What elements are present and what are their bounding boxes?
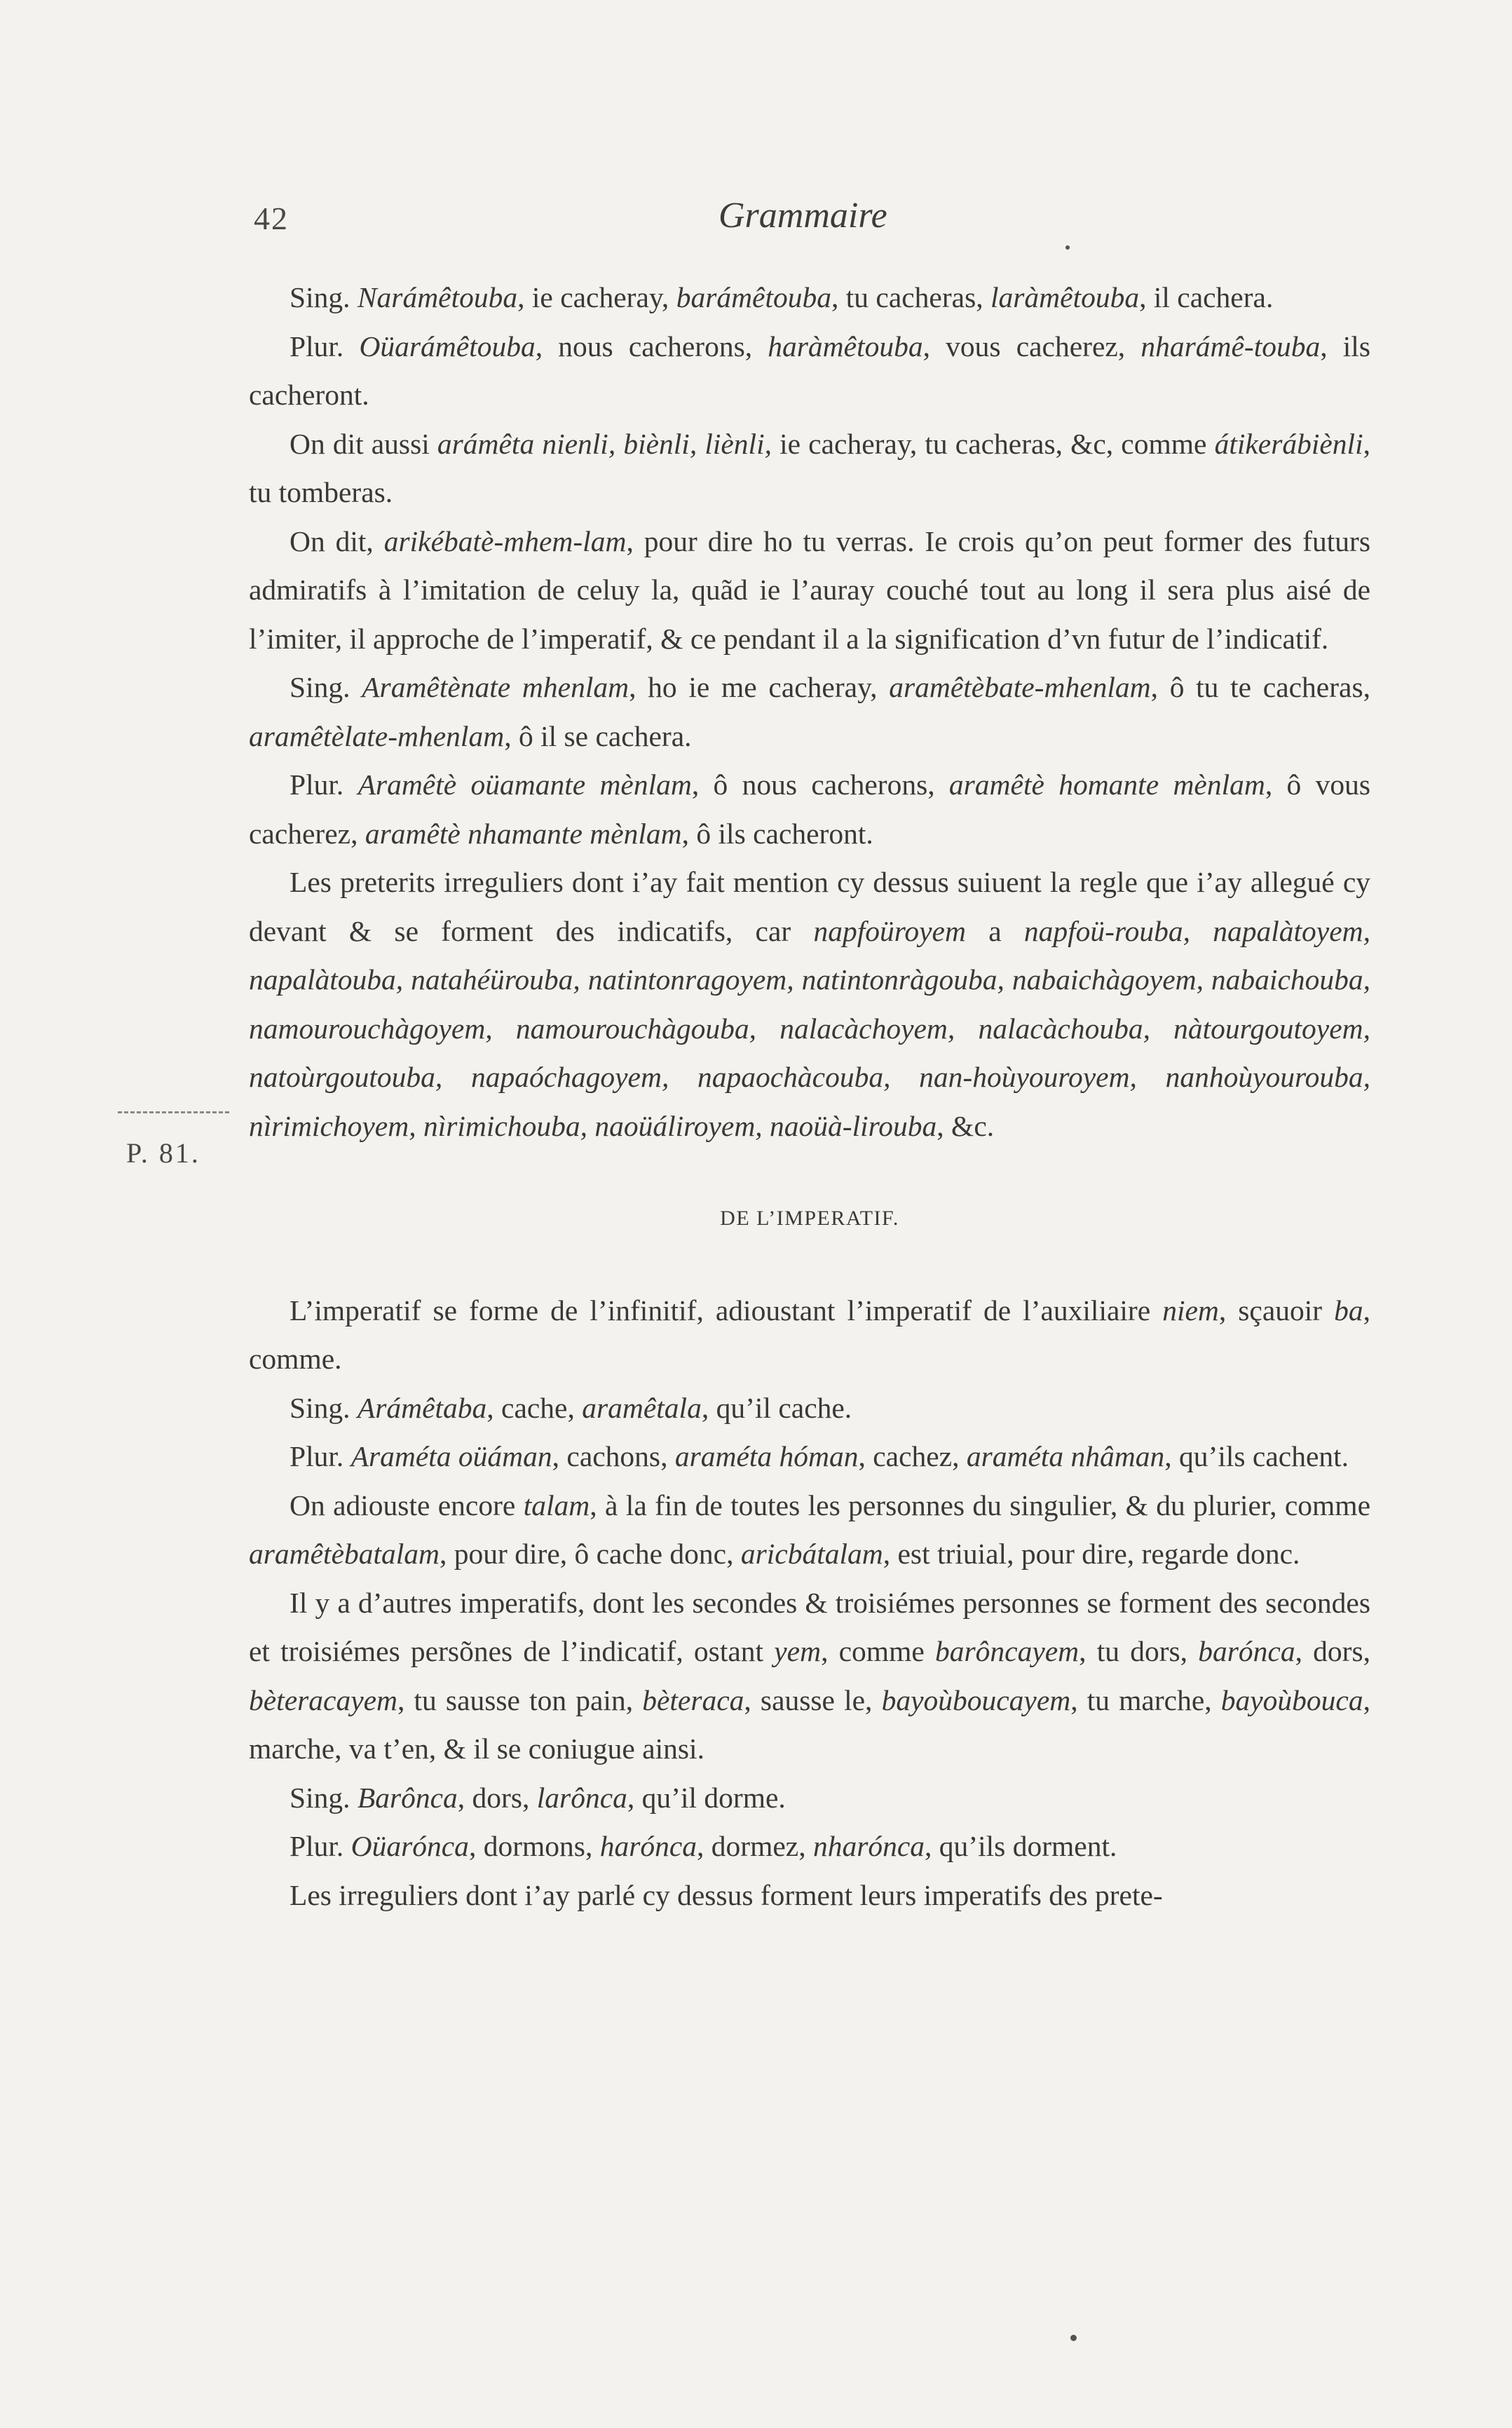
paragraph	[249, 323, 1370, 420]
text-run: On adiouste encore	[290, 1488, 524, 1521]
italic-term: araméta hóman	[674, 1440, 859, 1472]
text-run: , ie cacheray,	[517, 281, 676, 313]
italic-term: nharámê-touba	[1140, 330, 1321, 362]
italic-term: harónca	[599, 1830, 697, 1862]
text-run: , tu cacheras,	[831, 281, 990, 313]
text-run: , dors,	[1295, 1635, 1370, 1667]
text-run: Plur.	[290, 1830, 351, 1862]
italic-term: araméta nhâman	[966, 1440, 1165, 1472]
italic-term: bayoùbouca	[1220, 1683, 1363, 1716]
text-run: , à la fin de toutes les personnes du singulier, & du plurier, comme	[590, 1488, 1370, 1521]
text-run: , il cachera.	[1139, 281, 1274, 313]
italic-term: Narámêtouba	[357, 281, 518, 313]
text-run: , qu’il dorme.	[627, 1781, 786, 1814]
text-run: , tu marche,	[1070, 1683, 1221, 1716]
text-run: Sing.	[290, 1781, 357, 1814]
text-run: , &c.	[937, 1109, 995, 1142]
italic-term: Araméta oüáman	[350, 1440, 552, 1472]
text-run: , dormez,	[697, 1830, 813, 1862]
text-run: , tu tomberas.	[249, 427, 1370, 508]
text-run: , qu’ils cachent.	[1164, 1440, 1349, 1472]
text-run: , ô nous cacherons,	[691, 768, 949, 801]
italic-term: aramêtèbate-mhenlam	[889, 671, 1151, 703]
paragraph	[249, 1384, 1370, 1433]
text-run: , sausse le,	[744, 1683, 882, 1716]
italic-term: ba	[1334, 1294, 1363, 1327]
text-run: , tu sausse ton pain,	[397, 1683, 643, 1716]
italic-term: átikerábiènli	[1214, 427, 1363, 460]
text-run: , cache,	[486, 1391, 583, 1424]
text-run: , ils cacheront.	[249, 330, 1370, 411]
italic-term: bèteraca	[642, 1683, 744, 1716]
text-run: , qu’il cache.	[701, 1391, 852, 1424]
text-run: , dormons,	[468, 1830, 600, 1862]
text-run: , comme.	[249, 1294, 1370, 1375]
ink-speck	[1070, 2335, 1077, 2341]
text-run: Les preterits irreguliers dont i’ay fait mention cy dessus suiuent la regle que i’ay allegué cy devant & se forment des indicatifs, car	[249, 866, 1370, 947]
italic-term: aramêtala	[582, 1391, 702, 1424]
text-run: , vous cacherez,	[922, 330, 1141, 362]
italic-term: Barônca	[357, 1781, 458, 1814]
paragraph	[249, 420, 1370, 517]
text-run: L’imperatif se forme de l’infinitif, adioustant l’imperatif de l’auxiliaire	[290, 1294, 1163, 1327]
paragraph	[249, 1774, 1370, 1823]
italic-term: bayoùboucayem	[881, 1683, 1071, 1716]
italic-term: aramêtè homante mènlam	[948, 768, 1265, 801]
paragraph	[249, 858, 1370, 1151]
text-run: , marche, va t’en, & il se coniugue ainsi.	[249, 1683, 1370, 1765]
paragraph	[249, 273, 1370, 323]
text-run: Les irreguliers dont i’ay parlé cy dessus forment leurs imperatifs des prete-	[290, 1878, 1163, 1911]
italic-term: niem	[1162, 1294, 1219, 1327]
paragraph	[249, 1481, 1370, 1579]
text-run: , nous cacherons,	[535, 330, 768, 362]
italic-term: napfoüroyem	[813, 914, 966, 947]
paragraph	[249, 1432, 1370, 1481]
text-run: , sçauoir	[1218, 1294, 1335, 1327]
running-title: Grammaire	[718, 196, 887, 236]
text-run: Sing.	[290, 671, 362, 703]
paragraph	[249, 1579, 1370, 1774]
text-run: , ô il se cachera.	[504, 719, 692, 752]
paragraph	[249, 1871, 1370, 1920]
italic-term: barôncayem	[935, 1635, 1079, 1667]
text-run: , qu’ils dorment.	[925, 1830, 1117, 1862]
italic-term: arámêta nienli, biènli, liènli,	[437, 427, 772, 460]
italic-term: bèteracayem	[249, 1683, 397, 1716]
italic-term: Arámêtaba	[357, 1391, 487, 1424]
italic-term: talam	[523, 1488, 590, 1521]
italic-term: Aramêtènate mhenlam	[362, 671, 629, 703]
text-run: , cachons,	[552, 1440, 675, 1472]
text-run: , ho ie me cacheray,	[629, 671, 890, 703]
text-run: a	[965, 914, 1024, 947]
italic-term: haràmêtouba	[768, 330, 923, 362]
italic-term: napfoü-rouba, napalàtoyem, napalàtouba, natahéürouba, natintonragoyem, natintonràgouba, nabaichàgoyem, nabaichouba, namourouchàgoyem, namourouchàgouba, nalacàchoyem, nalacàchouba, nàtourgoutoyem, natoùrgoutouba, napaóchagoyem, napaochàcouba, nan-hoùyouroyem, nanhoùyourouba, nìrimichoyem, nìrimichouba, naoüáliroyem, naoüà-lirouba	[249, 914, 1370, 1142]
italic-term: aricbátalam	[740, 1538, 883, 1570]
body-text	[249, 273, 1370, 1920]
italic-term: nharónca	[812, 1830, 925, 1862]
text-run: , est triuial, pour dire, regarde donc.	[883, 1538, 1300, 1570]
italic-term: aramêtè nhamante mènlam	[365, 817, 682, 850]
text-run: Il y a d’autres imperatifs, dont les secondes & troisiémes personnes se forment des secondes et troisiémes persõnes de l’indicatif, ostant	[249, 1586, 1370, 1667]
text-run: , tu dors,	[1079, 1635, 1199, 1667]
italic-term: barónca	[1198, 1635, 1295, 1667]
text-run: On dit,	[290, 524, 384, 557]
text-run: ie cacheray, tu cacheras, &c, comme	[772, 427, 1215, 460]
italic-term: arikébatè-mhem-lam	[383, 524, 627, 557]
italic-term: Oüarónca	[350, 1830, 469, 1862]
text-run: Plur.	[290, 330, 360, 362]
margin-rule	[118, 1111, 231, 1113]
paragraph	[249, 1287, 1370, 1384]
text-run: Plur.	[290, 768, 358, 801]
text-run: , pour dire, ô cache donc,	[440, 1538, 741, 1570]
text-run: Sing.	[290, 1391, 357, 1424]
paragraph	[249, 761, 1370, 858]
italic-term: barámêtouba	[676, 281, 832, 313]
paragraph	[249, 1822, 1370, 1871]
text-run: On dit aussi	[290, 427, 437, 460]
paragraph	[249, 663, 1370, 761]
text-run: , ô vous cacherez,	[249, 768, 1370, 850]
section-heading: DE L’IMPERATIF.	[720, 1207, 899, 1230]
paragraph	[249, 517, 1370, 664]
italic-term: yem	[774, 1635, 822, 1667]
italic-term: laràmêtouba	[990, 281, 1140, 313]
ink-speck	[1065, 245, 1070, 250]
text-run: Sing.	[290, 281, 357, 313]
text-run: , ô ils cacheront.	[681, 817, 873, 850]
italic-term: Aramêtè oüamante mènlam	[357, 768, 692, 801]
text-run: , ô tu te cacheras,	[1150, 671, 1370, 703]
italic-term: aramêtèlate-mhenlam	[249, 719, 505, 752]
italic-term: Oüarámêtouba	[359, 330, 536, 362]
text-run: Plur.	[290, 1440, 351, 1472]
text-run: , cachez,	[858, 1440, 967, 1472]
italic-term: aramêtèbatalam	[249, 1538, 440, 1570]
paragraphs-after-heading	[249, 1287, 1370, 1920]
paragraphs-before-heading	[249, 273, 1370, 1151]
text-run: , comme	[821, 1635, 935, 1667]
text-run: , pour dire ho tu verras. Ie crois qu’on peut former des futurs admiratifs à l’imitation de celuy la, quãd ie l’auray couché tout au long il sera plus aisé de l’imiter, il approche de l’imperatif, & ce pendant il a la signification d’vn futur de l’indicatif.	[249, 524, 1370, 655]
page-number: 42	[254, 201, 289, 236]
margin-page-reference: P. 81.	[126, 1137, 200, 1169]
text-run: , dors,	[457, 1781, 537, 1814]
italic-term: larônca	[536, 1781, 627, 1814]
